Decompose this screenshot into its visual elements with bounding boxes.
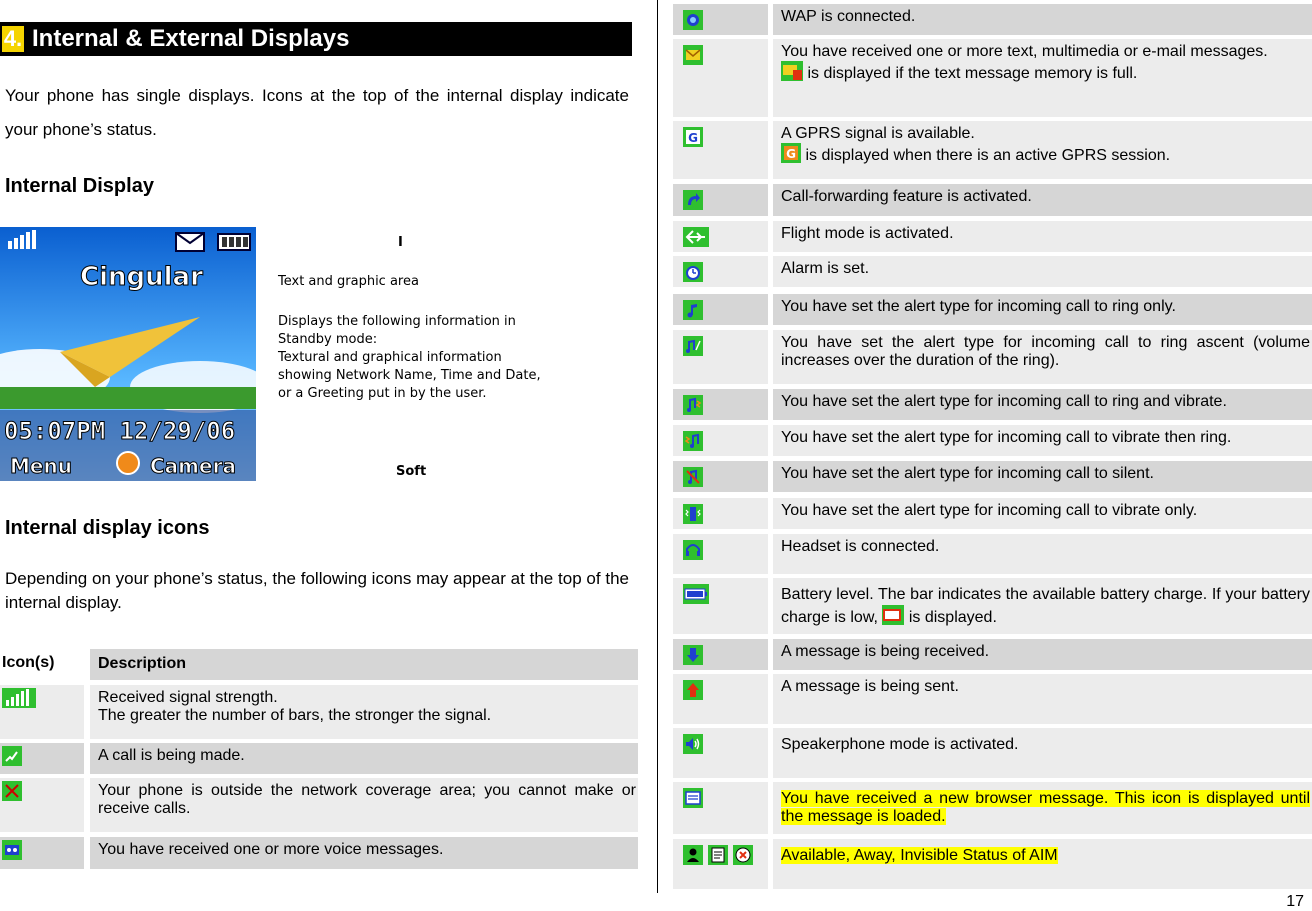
phone-softkey-left: Menu: [10, 454, 72, 478]
table-row: [673, 184, 1312, 216]
row-description-line1: Received signal strength.: [98, 689, 278, 706]
callout-line1: Displays the following information in: [278, 314, 516, 329]
row-description: You have set the alert type for incoming call to silent.: [773, 461, 1312, 492]
aim-invisible-icon: [733, 845, 753, 865]
icons-heading: Internal display icons: [5, 517, 210, 539]
speakerphone-icon: [683, 734, 703, 754]
row-description: You have set the alert type for incoming call to ring only.: [773, 294, 1312, 325]
ring-only-icon: [683, 300, 703, 320]
callout-area-title: Text and graphic area: [278, 274, 419, 289]
message-receiving-icon: [683, 645, 703, 665]
header-description: Description: [90, 649, 638, 680]
row-description: Alarm is set.: [773, 256, 1312, 287]
row-description: You have received one or more voice messages.: [90, 837, 638, 869]
callout-top-label: I: [398, 235, 403, 250]
table-header-row: [0, 649, 638, 680]
wap-icon: [683, 10, 703, 30]
table-row: [673, 674, 1312, 724]
table-row: [673, 330, 1312, 384]
row-description: Your phone is outside the network coverage area; you cannot make or receive calls.: [90, 778, 638, 832]
message-full-icon: [781, 61, 803, 81]
row-description-line2: is displayed when there is an active GPRS session.: [805, 147, 1171, 164]
vibrate-then-ring-icon: [683, 431, 703, 451]
browser-message-icon: [683, 788, 703, 808]
phone-center-key-icon: [117, 452, 139, 474]
row-description-highlighted: You have received a new browser message. This icon is displayed until the message is loaded.: [781, 790, 1310, 825]
row-description: Speakerphone mode is activated.: [773, 728, 1312, 778]
no-service-icon: [2, 781, 22, 801]
svg-text:G: G: [688, 131, 698, 145]
call-active-icon: [2, 746, 22, 766]
message-sending-icon: [683, 680, 703, 700]
phone-battery-icon: [218, 234, 250, 250]
table-row: [673, 578, 1312, 634]
row-description-line2: is displayed if the text message memory is full.: [807, 65, 1138, 82]
callout-line2: Standby mode:: [278, 332, 378, 347]
battery-low-icon: [882, 605, 904, 625]
row-description: You have set the alert type for incoming call to vibrate then ring.: [773, 425, 1312, 456]
ring-vibrate-icon: [683, 395, 703, 415]
table-row: [673, 389, 1312, 420]
aim-away-icon: [708, 845, 728, 865]
callout-line3: Textural and graphical information: [278, 350, 502, 365]
phone-screen-image: [0, 227, 256, 481]
table-row: [0, 837, 638, 869]
ring-ascent-icon: [683, 336, 703, 356]
row-description: A message is being sent.: [773, 674, 1312, 724]
table-row: [673, 639, 1312, 670]
table-row: [673, 839, 1312, 889]
row-description-line1: Battery level. The bar indicates the available battery charge. If your battery charge is low,: [781, 586, 1310, 626]
headset-icon: [683, 540, 703, 560]
column-divider: [657, 0, 658, 893]
icons-intro: Depending on your phone’s status, the following icons may appear at the top of the internal display.: [5, 569, 629, 612]
phone-envelope-icon: [176, 233, 204, 251]
svg-text:G: G: [786, 147, 796, 161]
row-description-line2: is displayed.: [908, 609, 997, 626]
internal-display-heading: Internal Display: [5, 175, 154, 197]
gprs-active-icon: [781, 143, 801, 163]
table-row: [0, 778, 638, 832]
table-row: [673, 498, 1312, 529]
table-row: [673, 4, 1312, 35]
vibrate-only-icon: [683, 504, 703, 524]
message-icon: [683, 45, 703, 65]
table-row: [673, 256, 1312, 287]
aim-available-icon: [683, 845, 703, 865]
row-description-highlighted: Available, Away, Invisible Status of AIM: [781, 847, 1058, 864]
row-description: A call is being made.: [90, 743, 638, 774]
row-description: You have set the alert type for incoming call to ring and vibrate.: [773, 389, 1312, 420]
callout-soft-label: Soft: [396, 464, 427, 479]
row-description: Headset is connected.: [773, 534, 1312, 574]
table-row: [673, 728, 1312, 778]
phone-softkey-right: Camera: [150, 454, 236, 478]
signal-strength-icon: [2, 688, 36, 708]
table-row: [673, 782, 1312, 834]
table-row: [673, 221, 1312, 252]
battery-icon: [683, 584, 709, 604]
callout-line4: showing Network Name, Time and Date,: [278, 368, 541, 383]
table-row: [0, 685, 638, 739]
silent-icon: [683, 467, 703, 487]
table-row: [0, 743, 638, 774]
table-row: [673, 294, 1312, 325]
row-description: You have set the alert type for incoming call to ring ascent (volume increases over the duration of the ring).: [773, 330, 1312, 384]
row-description: Flight mode is activated.: [773, 221, 1312, 252]
row-description-line1: You have received one or more text, multimedia or e-mail messages.: [781, 43, 1268, 60]
phone-carrier-name: Cingular: [80, 262, 203, 292]
section-number: 4.: [3, 26, 23, 51]
row-description-line2: The greater the number of bars, the stronger the signal.: [98, 707, 492, 724]
row-description: You have set the alert type for incoming call to vibrate only.: [773, 498, 1312, 529]
table-row: [673, 121, 1312, 179]
table-row: [673, 425, 1312, 456]
call-forward-icon: [683, 190, 703, 210]
row-description: WAP is connected.: [773, 4, 1312, 35]
table-row: [673, 461, 1312, 492]
callout-line5: or a Greeting put in by the user.: [278, 386, 487, 401]
alarm-icon: [683, 262, 703, 282]
table-row: [673, 534, 1312, 574]
section-title: Internal & External Displays: [32, 25, 350, 52]
flight-mode-icon: [683, 227, 709, 247]
page-number: 17: [1286, 893, 1304, 910]
table-row: [673, 39, 1312, 117]
aim-status-icons: [683, 845, 753, 865]
row-description: A message is being received.: [773, 639, 1312, 670]
phone-clock: 05:07PM 12/29/06: [4, 417, 236, 445]
gprs-icon: [683, 127, 703, 147]
intro-paragraph: Your phone has single displays. Icons at the top of the internal display indicate your phone’s status.: [5, 86, 629, 139]
row-description: Call-forwarding feature is activated.: [773, 184, 1312, 216]
row-description-line1: A GPRS signal is available.: [781, 125, 975, 142]
header-icons: Icon(s): [0, 649, 84, 680]
voicemail-icon: [2, 840, 22, 860]
